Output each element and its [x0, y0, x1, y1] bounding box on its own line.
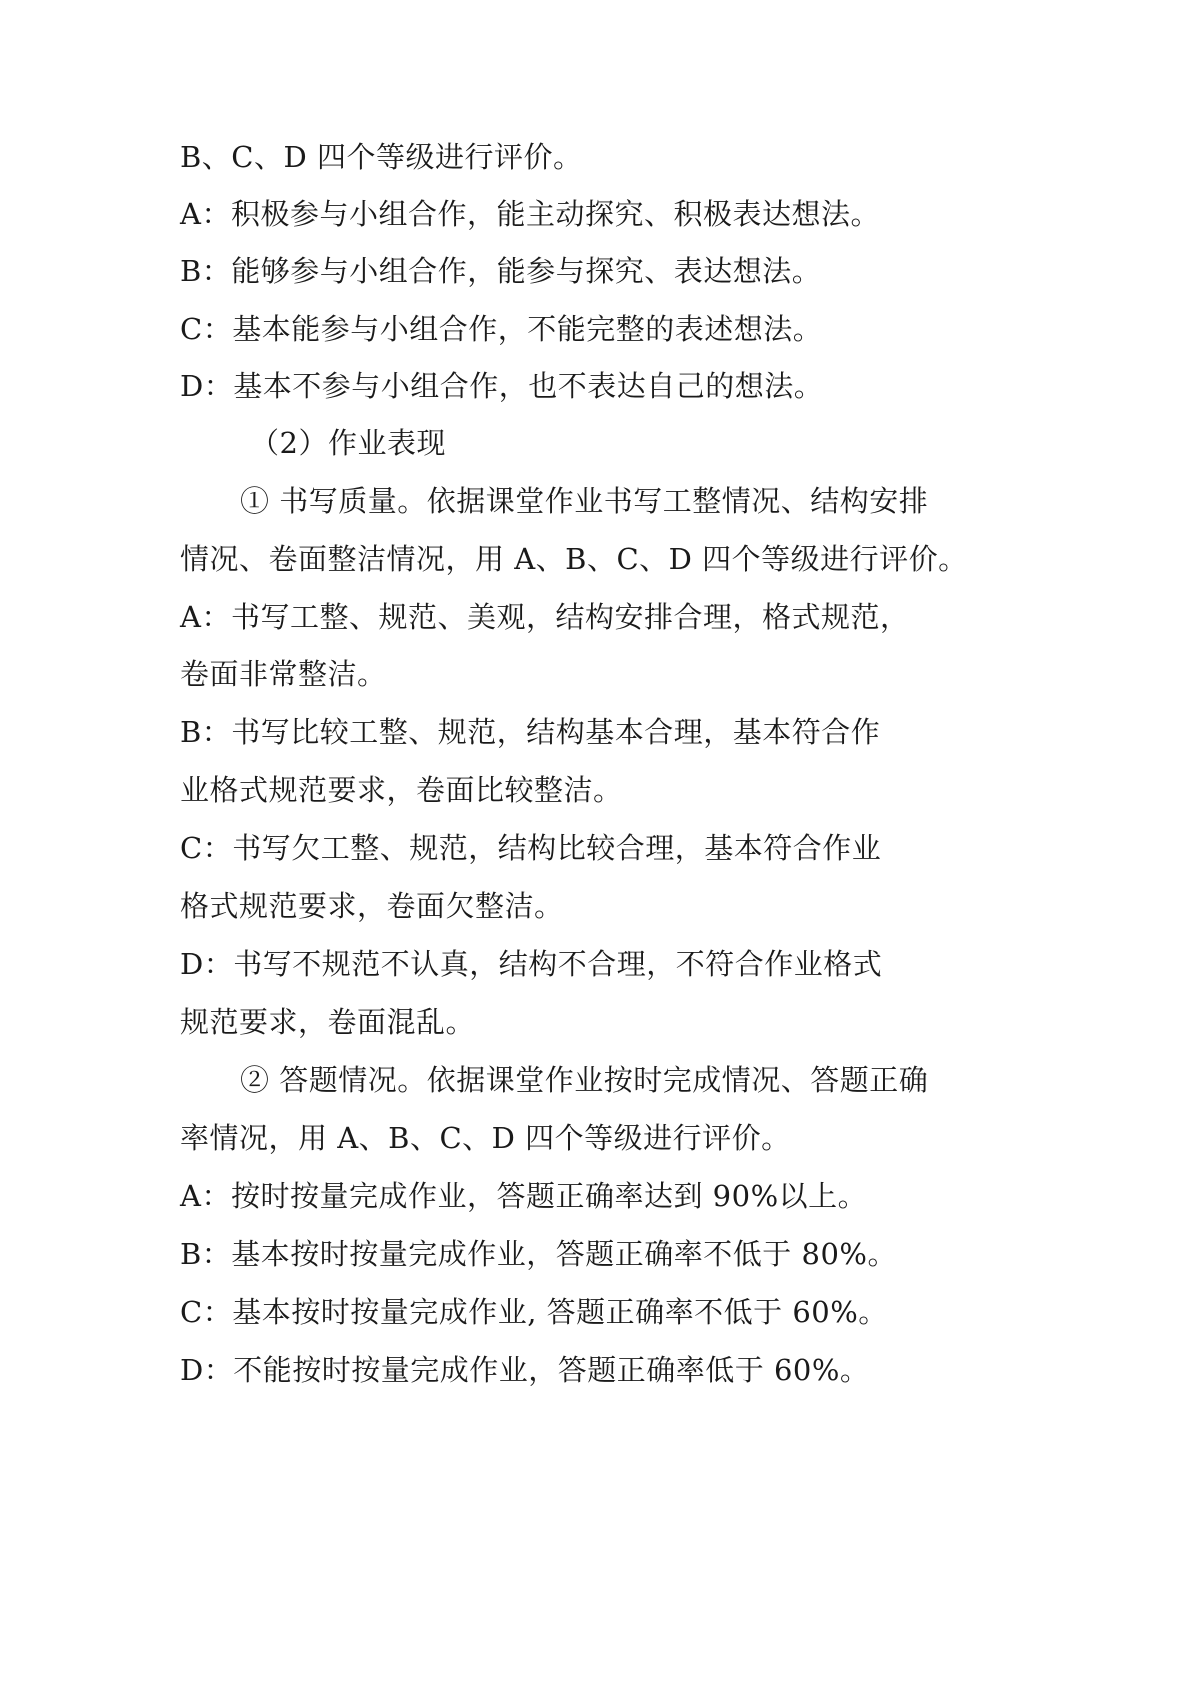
grade-c-collaboration: C：基本能参与小组合作，不能完整的表述想法。 — [180, 312, 823, 346]
item-writing-quality: ① 书写质量。依据课堂作业书写工整情况、结构安排 — [240, 484, 929, 518]
text-line: 情况、卷面整洁情况，用 A、B、C、D 四个等级进行评价。 — [180, 542, 968, 576]
grade-d-answers: D：不能按时按量完成作业，答题正确率低于 60%。 — [180, 1353, 870, 1387]
text-line: 规范要求，卷面混乱。 — [180, 1005, 476, 1039]
grade-a-answers: A：按时按量完成作业，答题正确率达到 90%以上。 — [180, 1179, 868, 1213]
text-line: 卷面非常整洁。 — [180, 657, 387, 691]
text-line: 格式规范要求，卷面欠整洁。 — [180, 889, 564, 923]
grade-b-writing: B：书写比较工整、规范，结构基本合理，基本符合作 — [180, 715, 881, 749]
text-line: B、C、D 四个等级进行评价。 — [180, 140, 583, 174]
grade-c-writing: C：书写欠工整、规范，结构比较合理，基本符合作业 — [180, 831, 882, 865]
text-line: 业格式规范要求，卷面比较整洁。 — [180, 773, 623, 807]
grade-b-collaboration: B：能够参与小组合作，能参与探究、表达想法。 — [180, 254, 822, 288]
section-heading-homework: （2）作业表现 — [250, 426, 446, 460]
grade-a-collaboration: A：积极参与小组合作，能主动探究、积极表达想法。 — [180, 197, 880, 231]
grade-d-writing: D：书写不规范不认真，结构不合理，不符合作业格式 — [180, 947, 883, 981]
item-answer-status: ② 答题情况。依据课堂作业按时完成情况、答题正确 — [240, 1063, 929, 1097]
grade-d-collaboration: D：基本不参与小组合作，也不表达自己的想法。 — [180, 369, 824, 403]
text-line: 率情况，用 A、B、C、D 四个等级进行评价。 — [180, 1121, 791, 1155]
grade-c-answers: C：基本按时按量完成作业, 答题正确率不低于 60%。 — [180, 1295, 888, 1329]
grade-b-answers: B：基本按时按量完成作业，答题正确率不低于 80%。 — [180, 1237, 897, 1271]
grade-a-writing: A：书写工整、规范、美观，结构安排合理，格式规范， — [180, 600, 910, 634]
